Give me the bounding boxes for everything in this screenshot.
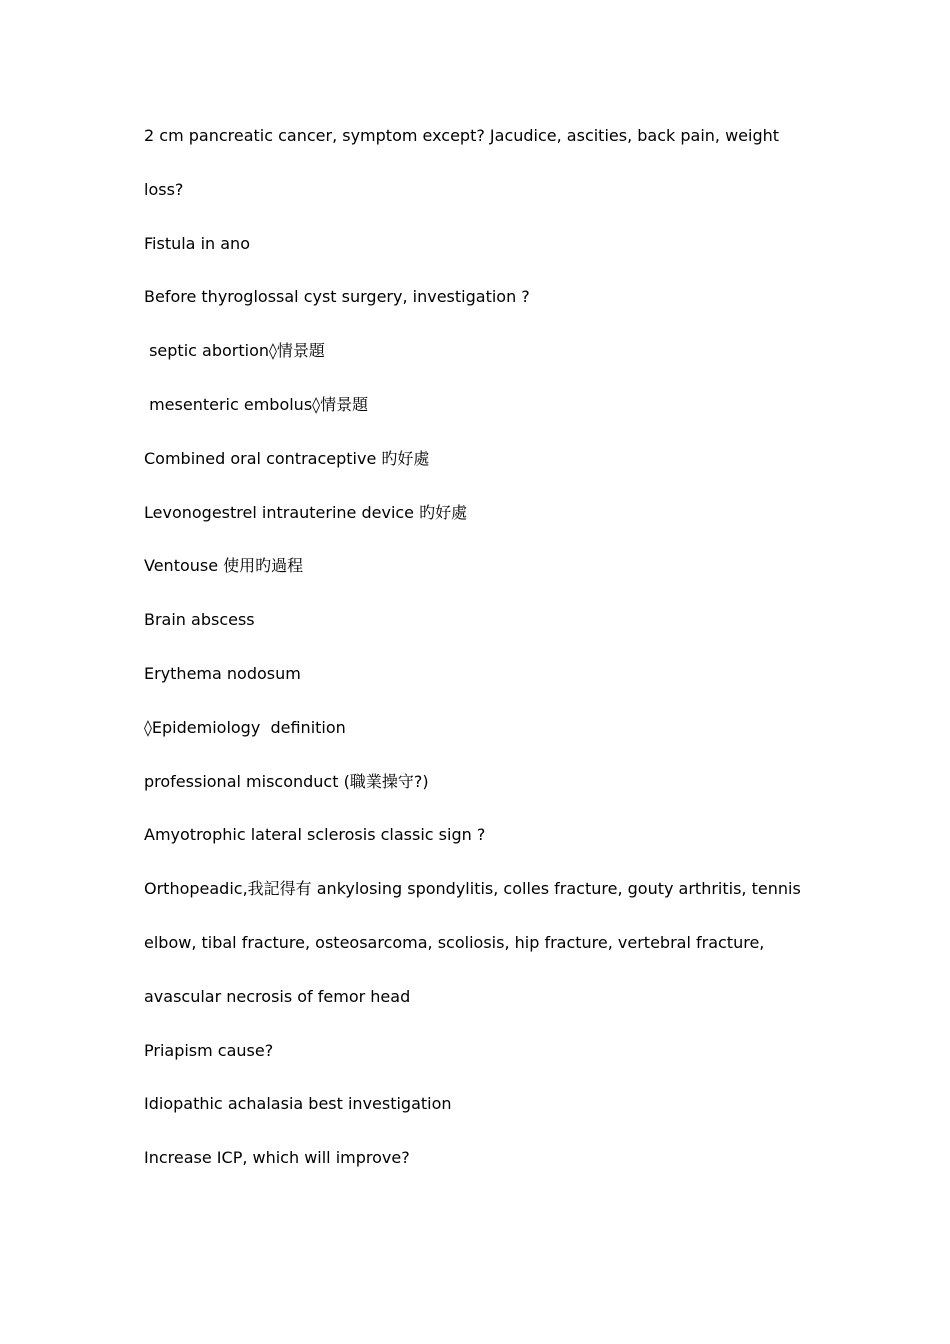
text-line: Increase ICP, which will improve? <box>144 1148 410 1168</box>
text-line: Before thyroglossal cyst surgery, investigation ? <box>144 287 530 307</box>
text-line: loss? <box>144 179 184 199</box>
text-line: Priapism cause? <box>144 1040 274 1060</box>
text-line: 2 cm pancreatic cancer, symptom except? Jacudice, ascities, back pain, weight <box>144 126 780 145</box>
text-line: elbow, tibal fracture, osteosarcoma, scoliosis, hip fracture, vertebral fracture, <box>144 932 765 952</box>
text-line: Amyotrophic lateral sclerosis classic sign ? <box>144 825 486 845</box>
text-line: Combined oral contraceptive 旳好處 <box>144 448 430 468</box>
text-line: Orthopeadic,我記得有 ankylosing spondylitis, colles fracture, gouty arthritis, tennis <box>144 879 801 899</box>
text-line: Fistula in ano <box>144 233 250 253</box>
text-line: Idiopathic achalasia best investigation <box>144 1094 452 1114</box>
text-line: ◊Epidemiology definition <box>144 717 346 737</box>
text-line: professional misconduct (職業操守?) <box>144 771 429 791</box>
text-line: Brain abscess <box>144 610 255 630</box>
text-line: avascular necrosis of femor head <box>144 986 411 1006</box>
text-line: Ventouse 使用旳過程 <box>144 556 304 576</box>
text-line: septic abortion◊情景題 <box>144 341 325 361</box>
document-body <box>144 124 824 1200</box>
text-line: Erythema nodosum <box>144 663 301 683</box>
text-line: Levonogestrel intrauterine device 旳好處 <box>144 502 468 522</box>
text-line: mesenteric embolus◊情景題 <box>144 394 369 414</box>
